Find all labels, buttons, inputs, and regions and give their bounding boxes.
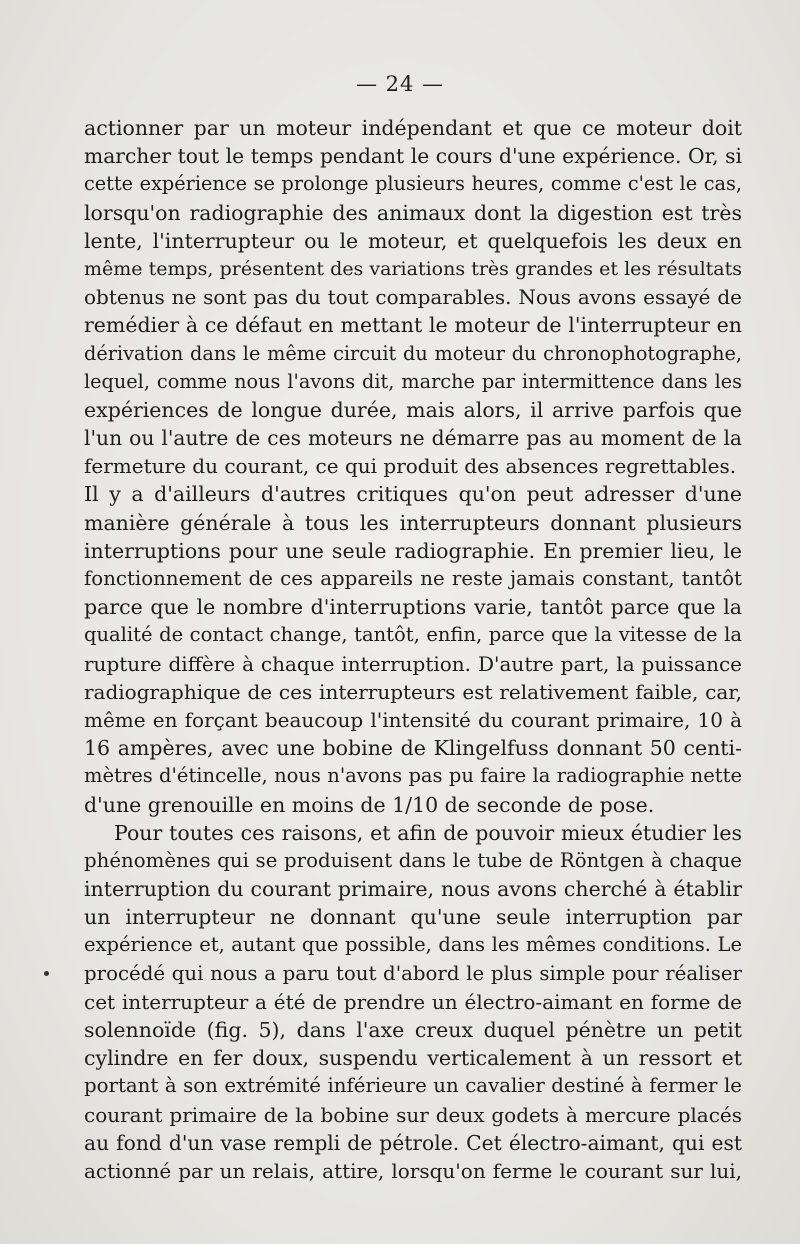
text-line: cette expérience se prolonge plusieurs heures, comme c'est le cas, <box>84 172 742 196</box>
text-line: obtenus ne sont pas du tout comparables. Nous avons essayé de <box>84 285 742 310</box>
text-line: lente, l'interrupteur ou le moteur, et quelquefois les deux en <box>84 228 742 253</box>
text-line: interruption du courant primaire, nous avons cherché à établir <box>84 877 742 902</box>
text-line: interruptions pour une seule radiographie. En premier lieu, le <box>84 538 742 563</box>
text-line: expériences de longue durée, mais alors, il arrive parfois que <box>84 397 742 422</box>
text-line: qualité de contact change, tantôt, enfin, parce que la vitesse de la <box>84 623 742 647</box>
text-line: actionner par un moteur indépendant et que ce moteur doit <box>84 116 742 140</box>
text-line: fonctionnement de ces appareils ne reste jamais constant, tantôt <box>84 567 742 590</box>
text-line: solennoïde (fig. 5), dans l'axe creux duquel pénètre un petit <box>84 1018 742 1042</box>
text-line: radiographique de ces interrupteurs est relativement faible, car, <box>84 679 742 704</box>
text-line: expérience et, autant que possible, dans les mêmes conditions. Le <box>84 933 742 957</box>
page-number: — 24 — <box>355 72 445 96</box>
text-line: rupture diffère à chaque interruption. D'autre part, la puissance <box>84 651 742 676</box>
text-line: cylindre en fer doux, suspendu verticalement à un ressort et <box>84 1046 742 1071</box>
text-line: phénomènes qui se produisent dans le tube de Röntgen à chaque <box>84 848 742 872</box>
text-line: même en forçant beaucoup l'intensité du courant primaire, 10 à <box>84 707 742 732</box>
text-line: d'une grenouille en moins de 1/10 de seconde de pose. <box>84 792 655 817</box>
text-line: procédé qui nous a paru tout d'abord le plus simple pour réaliser <box>84 961 742 985</box>
ink-speck <box>44 971 49 976</box>
text-line: lequel, comme nous l'avons dit, marche par intermittence dans les <box>84 369 742 393</box>
text-line: fermeture du courant, ce qui produit des absences regrettables. <box>84 454 737 479</box>
text-line: au fond d'un vase rempli de pétrole. Cet électro-aimant, qui est <box>84 1130 742 1155</box>
text-line: remédier à ce défaut en mettant le moteur de l'interrupteur en <box>84 313 742 338</box>
text-line: dérivation dans le même circuit du moteur du chronophotographe, <box>84 341 742 365</box>
text-line: cet interrupteur a été de prendre un électro-aimant en forme de <box>84 989 742 1014</box>
text-line: manière générale à tous les interrupteurs donnant plusieurs <box>84 510 742 535</box>
text-line: Il y a d'ailleurs d'autres critiques qu'on peut adresser d'une <box>84 482 742 507</box>
text-line: lorsqu'on radiographie des animaux dont la digestion est très <box>84 200 742 225</box>
text-line: actionné par un relais, attire, lorsqu'on ferme le courant sur lui, <box>84 1158 742 1183</box>
text-line: parce que le nombre d'interruptions varie, tantôt parce que la <box>84 595 742 620</box>
text-line: l'un ou l'autre de ces moteurs ne démarre pas au moment de la <box>84 426 742 451</box>
text-line: même temps, présentent des variations très grandes et les résultats <box>84 257 742 280</box>
text-line: Pour toutes ces raisons, et afin de pouvoir mieux étudier les <box>114 820 742 845</box>
text-line: courant primaire de la bobine sur deux godets à mercure placés <box>84 1102 742 1127</box>
text-line: portant à son extrémité inférieure un cavalier destiné à fermer le <box>84 1074 742 1098</box>
text-line: mètres d'étincelle, nous n'avons pas pu faire la radiographie nette <box>84 764 742 788</box>
text-line: marcher tout le temps pendant le cours d'une expérience. Or, si <box>84 144 742 169</box>
text-line: 16 ampères, avec une bobine de Klingelfuss donnant 50 centi- <box>84 736 742 761</box>
text-line: un interrupteur ne donnant qu'une seule interruption par <box>84 905 742 930</box>
body-text <box>84 114 742 1185</box>
